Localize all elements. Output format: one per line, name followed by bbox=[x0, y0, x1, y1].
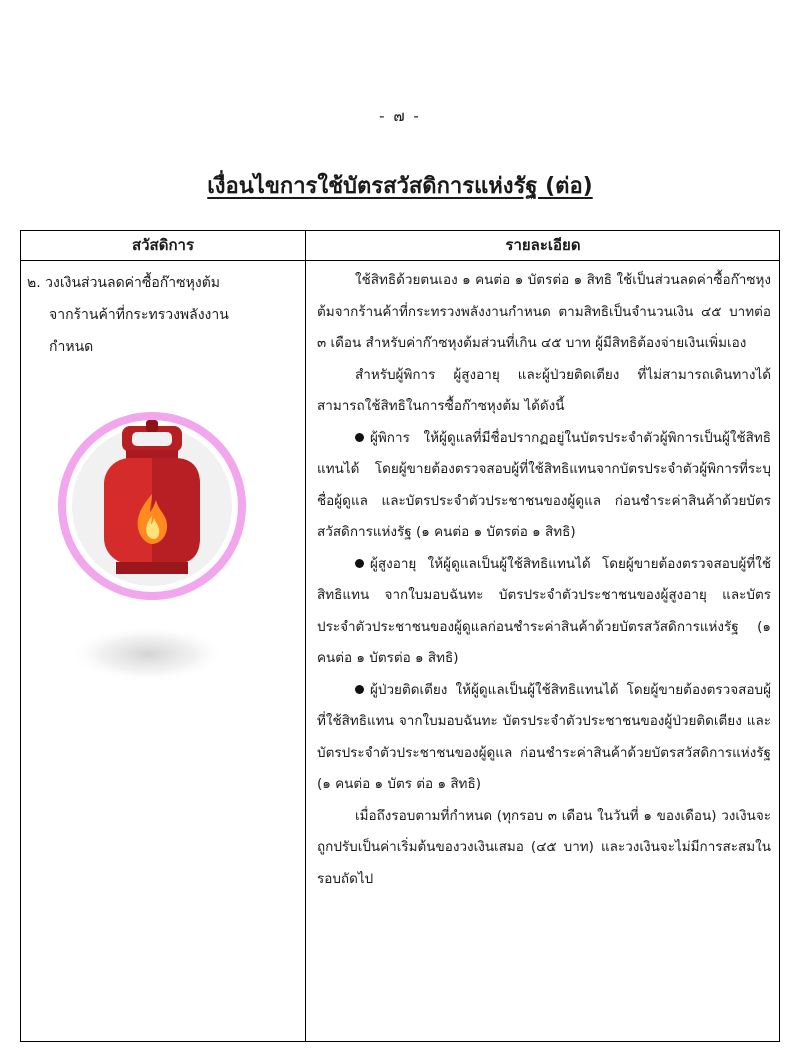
gas-cylinder-illustration bbox=[52, 406, 252, 696]
bullet-item-disabled bbox=[317, 423, 771, 549]
bullet-icon bbox=[355, 685, 364, 694]
bullet-icon bbox=[355, 559, 364, 568]
details-cell bbox=[317, 265, 771, 895]
details-paragraph-eligible-groups: สำหรับผู้พิการ ผู้สูงอายุ และผู้ป่วยติดเตียง ที่ไม่สามารถเดินทางได้ สามารถใช้สิทธิในการซื้อก๊าซหุงต้ม ได้ดังนี้ bbox=[317, 366, 771, 414]
table-header-row bbox=[21, 231, 779, 261]
bullet-icon bbox=[355, 433, 364, 442]
details-paragraph-reset: เมื่อถึงรอบตามที่กำหนด (ทุกรอบ ๓ เดือน ในวันที่ ๑ ของเดือน) วงเงินจะถูกปรับเป็นค่าเริ่มต้นของวงเงินเสมอ (๔๕ บาท) และวงเงินจะไม่มีการสะสมในรอบถัดไป bbox=[317, 807, 771, 887]
page-number: - ๗ - bbox=[379, 107, 421, 125]
benefit-name-line-3: กำหนด bbox=[49, 339, 94, 355]
bullet-text-elderly: ผู้สูงอายุ ให้ผู้ดูแลเป็นผู้ใช้สิทธิแทนได้ โดยผู้ขายต้องตรวจสอบผู้ที่ใช้สิทธิแทน จากใบมอบฉันทะ บัตรประจำตัวประชาชนของผู้สูงอายุ และบัตรประจำตัวประชาชนของผู้ดูแลก่อนชำระค่าสินค้าด้วยบัตรสวัสดิการแห่งรัฐ (๑ คนต่อ ๑ บัตรต่อ ๑ สิทธิ) bbox=[317, 555, 771, 666]
page-title: เงื่อนไขการใช้บัตรสวัสดิการแห่งรัฐ (ต่อ) bbox=[207, 174, 593, 199]
bullet-text-disabled: ผู้พิการ ให้ผู้ดูแลที่มีชื่อปรากฏอยู่ในบัตรประจำตัวผู้พิการเป็นผู้ใช้สิทธิแทนได้ โดยผู้ขายต้องตรวจสอบผู้ที่ใช้สิทธิแทนจากบัตรประจำตัวผู้พิการที่ระบุชื่อผู้ดูแล และบัตรประจำตัวประชาชนของผู้ดูแล ก่อนชำระค่าสินค้าด้วยบัตรสวัสดิการแห่งรัฐ (๑ คนต่อ ๑ บัตรต่อ ๑ สิทธิ) bbox=[317, 429, 771, 540]
benefit-name-line-2: จากร้านค้าที่กระทรวงพลังงาน bbox=[49, 307, 229, 323]
bullet-item-bedridden bbox=[317, 675, 771, 801]
bullet-text-bedridden: ผู้ป่วยติดเตียง ให้ผู้ดูแลเป็นผู้ใช้สิทธิแทนได้ โดยผู้ขายต้องตรวจสอบผู้ที่ใช้สิทธิแทน จากใบมอบฉันทะ บัตรประจำตัวประชาชนของผู้ป่วยติดเตียง และบัตรประจำตัวประชาชนของผู้ดูแล ก่อนชำระค่าสินค้าด้วยบัตรสวัสดิการแห่งรัฐ (๑ คนต่อ ๑ บัตร ต่อ ๑ สิทธิ) bbox=[317, 681, 771, 792]
details-paragraph-usage: ใช้สิทธิด้วยตนเอง ๑ คนต่อ ๑ บัตรต่อ ๑ สิทธิ ใช้เป็นส่วนลดค่าซื้อก๊าซหุงต้มจากร้านค้าที่กระทรวงพลังงานกำหนด ตามสิทธิเป็นจำนวนเงิน ๔๕ บาทต่อ ๓ เดือน สำหรับค่าก๊าซหุงต้มส่วนที่เกิน ๔๕ บาท ผู้มีสิทธิต้องจ่ายเงินเพิ่มเอง bbox=[317, 272, 771, 351]
benefit-name-line-1: ๒. วงเงินส่วนลดค่าซื้อก๊าซหุงต้ม bbox=[27, 275, 221, 291]
header-benefit: สวัสดิการ bbox=[131, 236, 195, 254]
gas-cylinder-icon bbox=[52, 406, 252, 696]
header-details: รายละเอียด bbox=[505, 236, 581, 254]
column-divider bbox=[305, 231, 306, 1041]
drop-shadow bbox=[70, 626, 226, 682]
benefit-cell bbox=[27, 267, 299, 363]
bullet-item-elderly bbox=[317, 549, 771, 675]
